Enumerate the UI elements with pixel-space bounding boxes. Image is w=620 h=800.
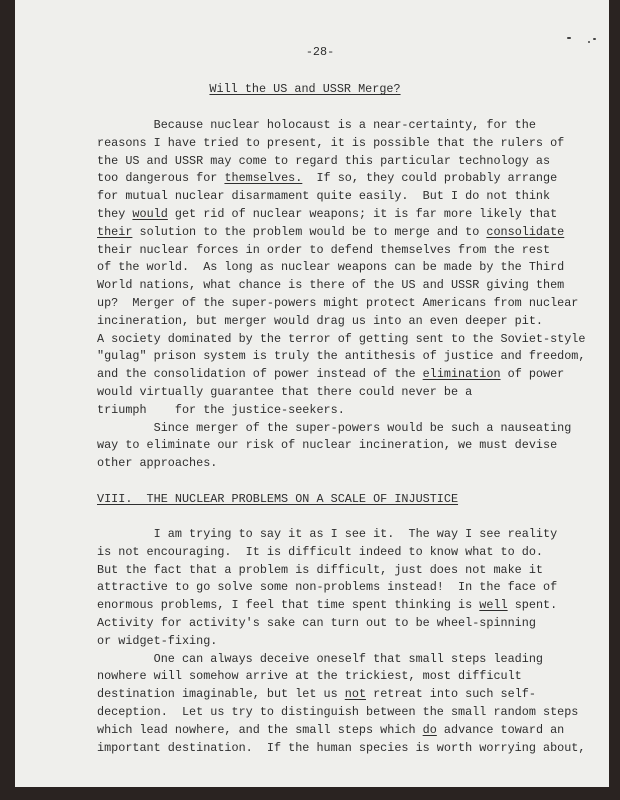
text-segment: Because nuclear holocaust is a near-certainty, for the: [97, 118, 536, 132]
text-segment: of the world. As long as nuclear weapons can be made by the Third: [97, 260, 565, 275]
text-line: [97, 420, 585, 438]
text-line: [97, 455, 585, 473]
text-line: [97, 153, 585, 171]
text-line: [97, 259, 585, 277]
text-line: [97, 615, 585, 633]
text-line: [97, 402, 585, 420]
text-segment: attractive to go solve some non-problems instead! In the face of: [97, 580, 558, 595]
text-line: [97, 331, 585, 349]
text-line: [97, 740, 585, 758]
text-segment: enormous problems, I feel that time spent thinking is: [97, 598, 480, 613]
text-segment: the US and USSR may come to regard this particular technology as: [97, 153, 551, 168]
text-segment: But the fact that a problem is difficult, just does not make it: [97, 562, 543, 577]
section-heading: VIII. THE NUCLEAR PROBLEMS ON A SCALE OF INJUSTICE: [97, 492, 459, 506]
text-segment: Activity for activity's sake can turn out to be wheel-spinning: [97, 615, 536, 630]
text-segment: One can always deceive oneself that small steps leading: [97, 651, 543, 666]
text-segment: advance toward an: [436, 722, 565, 737]
text-segment: of power: [500, 367, 565, 382]
underlined-text: consolidate: [486, 224, 565, 239]
text-segment: and the consolidation of power instead of the: [97, 367, 423, 382]
text-segment: get rid of nuclear weapons; it is far more likely that: [167, 206, 558, 221]
text-line: [97, 722, 585, 740]
section-body-injustice: [97, 526, 585, 757]
text-line: [97, 579, 585, 597]
text-segment: I am trying to say it as I see it. The way I see reality: [97, 527, 558, 541]
text-segment: is not encouraging. It is difficult indeed to know what to do.: [97, 544, 543, 559]
text-line: [97, 242, 585, 260]
text-segment: A society dominated by the terror of getting sent to the Soviet-style: [97, 331, 586, 346]
text-segment: nowhere will somehow arrive at the trickiest, most difficult: [97, 669, 522, 684]
ink-speck: [588, 41, 590, 43]
text-segment: spent.: [507, 598, 558, 613]
underlined-text: not: [344, 687, 367, 702]
underlined-text: do: [422, 722, 437, 737]
text-segment: too dangerous for: [97, 171, 225, 186]
text-segment: If so, they could probably arrange: [302, 171, 558, 186]
text-line: [97, 633, 585, 651]
text-segment: destination imaginable, but let us: [97, 687, 345, 702]
text-segment: "gulag" prison system is truly the antithesis of justice and freedom,: [97, 349, 586, 364]
underlined-text: their: [97, 224, 133, 239]
text-line: [97, 366, 585, 384]
text-segment: other approaches.: [97, 456, 218, 471]
underlined-text: well: [479, 598, 508, 613]
text-line: [97, 597, 585, 615]
underlined-text: elimination: [422, 367, 501, 382]
text-line: [97, 117, 585, 135]
text-segment: deception. Let us try to distinguish between the small random steps: [97, 704, 579, 719]
text-segment: retreat into such self-: [366, 687, 536, 702]
section-body-merge: [97, 117, 585, 473]
text-line: [97, 313, 585, 331]
text-segment: incineration, but merger would drag us into an even deeper pit.: [97, 313, 543, 328]
text-line: [97, 526, 585, 544]
text-segment: or widget-fixing.: [97, 633, 218, 648]
text-line: [97, 704, 585, 722]
text-line: [97, 686, 585, 704]
text-line: [97, 348, 585, 366]
text-line: [97, 135, 585, 153]
ink-speck: [593, 38, 596, 40]
text-segment: World nations, what chance is there of the US and USSR giving them: [97, 278, 565, 293]
text-segment: reasons I have tried to present, it is possible that the rulers of: [97, 135, 565, 150]
text-segment: important destination. If the human species is worth worrying about,: [97, 740, 586, 755]
text-line: [97, 170, 585, 188]
ink-speck: [567, 37, 571, 39]
text-line: [97, 562, 585, 580]
text-line: [97, 437, 585, 455]
text-line: [97, 277, 585, 295]
text-segment: Since merger of the super-powers would be such a nauseating: [97, 420, 572, 435]
text-segment: triumph for the justice-seekers.: [97, 402, 345, 417]
text-segment: which lead nowhere, and the small steps which: [97, 722, 423, 737]
text-segment: their nuclear forces in order to defend themselves from the rest: [97, 242, 551, 257]
text-segment: they: [97, 206, 133, 221]
text-segment: for mutual nuclear disarmament quite easily. But I do not think: [97, 189, 551, 204]
text-line: [97, 668, 585, 686]
text-line: [97, 206, 585, 224]
underlined-text: themselves.: [224, 171, 303, 186]
text-segment: way to eliminate our risk of nuclear incineration, we must devise: [97, 438, 558, 453]
text-line: [97, 651, 585, 669]
text-line: [97, 224, 585, 242]
text-segment: up? Merger of the super-powers might protect Americans from nuclear: [97, 295, 579, 310]
page-title: Will the US and USSR Merge?: [209, 82, 401, 96]
text-line: [97, 295, 585, 313]
underlined-text: would: [132, 206, 168, 221]
text-line: [97, 544, 585, 562]
text-line: [97, 188, 585, 206]
text-line: [97, 384, 585, 402]
page-number: -28-: [305, 45, 335, 59]
text-segment: solution to the problem would be to merge and to: [132, 224, 487, 239]
text-segment: would virtually guarantee that there could never be a: [97, 384, 473, 399]
